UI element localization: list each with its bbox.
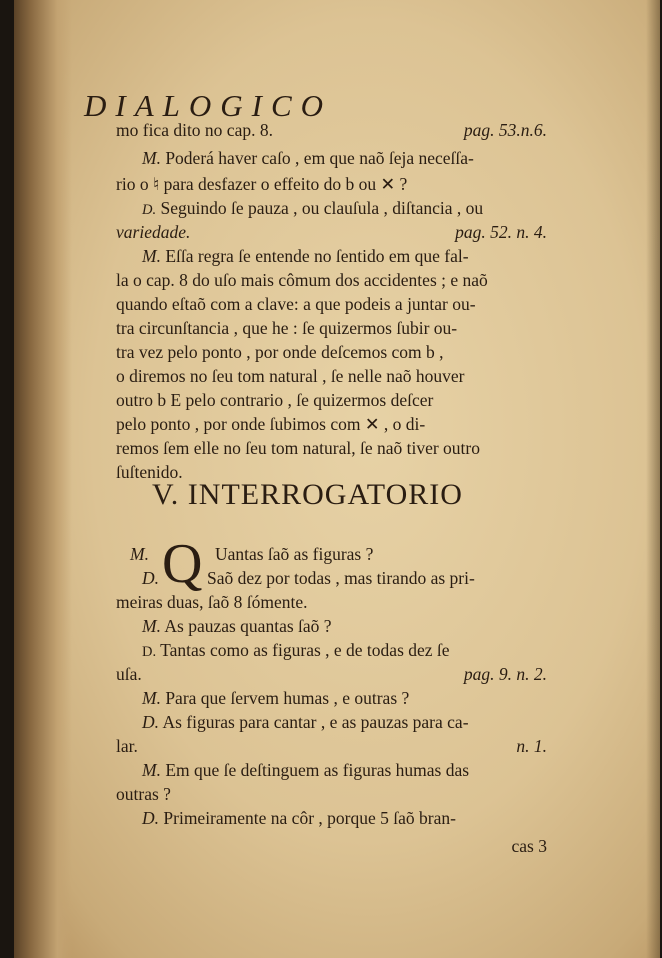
line-text: Tantas como as figuras , e de todas dez ſe — [160, 640, 450, 660]
text-line: rio o ♮ para desfazer o effeito do b ou ✕ ? — [116, 174, 408, 194]
text-line — [116, 220, 547, 244]
text-line — [116, 244, 573, 268]
page-reference: pag. 52. n. 4. — [455, 222, 547, 242]
page-edge-shadow — [646, 0, 660, 958]
text-line — [116, 196, 573, 222]
drop-cap: Q — [162, 533, 203, 595]
speaker-label: M. — [142, 246, 161, 266]
page-gutter-shadow — [14, 0, 72, 958]
text-line — [116, 710, 573, 734]
text-line — [116, 118, 547, 142]
speaker-label: M. — [142, 616, 161, 636]
speaker-label: M. — [142, 148, 161, 168]
line-text: Primeiramente na côr , porque 5 ſaõ bran- — [163, 808, 456, 828]
text-line — [116, 638, 573, 664]
text-line — [116, 662, 547, 686]
text-line — [116, 686, 573, 710]
text-line: tra circunſtancia , que he : ſe quizermos ſubir ou- — [116, 318, 458, 338]
text-line: la o cap. 8 do uſo mais cômum dos accidentes ; e naõ — [116, 270, 488, 290]
text-line: o diremos no ſeu tom natural , ſe nelle naõ houver — [116, 366, 465, 386]
line-text: Para que ſervem humas , e outras ? — [165, 688, 410, 708]
text-line: quando eſtaõ com a clave: a que podeis a juntar ou- — [116, 294, 476, 314]
text-line — [116, 614, 573, 638]
text-line — [116, 758, 573, 782]
page-reference: n. 1. — [516, 736, 547, 756]
speaker-label: D. — [142, 712, 160, 732]
line-text: As figuras para cantar , e as pauzas para ca- — [162, 712, 469, 732]
page-reference: pag. 53.n.6. — [463, 120, 547, 140]
line-text: Poderá haver caſo , em que naõ ſeja neceſſa- — [165, 148, 474, 168]
speaker-label: M. — [130, 544, 149, 564]
text-line: pelo ponto , por onde ſubimos com ✕ , o di- — [116, 414, 426, 434]
line-text: Em que ſe deſtinguem as figuras humas das — [165, 760, 470, 780]
line-text: variedade. — [116, 222, 191, 242]
speaker-label: D. — [142, 644, 157, 660]
text-line: outras ? — [116, 784, 171, 804]
page-reference: pag. 9. n. 2. — [463, 664, 547, 684]
line-text: As pauzas quantas ſaõ ? — [164, 616, 332, 636]
text-line: ſuſtenido. — [116, 462, 183, 482]
speaker-label: D. — [142, 568, 160, 588]
catchword: cas 3 — [511, 836, 547, 856]
section-title: V. INTERROGATORIO — [152, 478, 463, 511]
text-line — [116, 146, 573, 170]
text-line — [116, 806, 573, 830]
speaker-label: D. — [142, 808, 160, 828]
text-line: outro b E pelo contrario , ſe quizermos deſcer — [116, 390, 434, 410]
text-line: remos ſem elle no ſeu tom natural, ſe naõ tiver outro — [116, 438, 480, 458]
speaker-label: D. — [142, 202, 157, 218]
line-text: Uantas ſaõ as figuras ? — [214, 544, 374, 564]
speaker-label: M. — [142, 688, 161, 708]
running-head: DIALOGICO — [84, 88, 333, 123]
line-text: Saõ dez por todas , mas tirando as pri- — [207, 568, 475, 588]
speaker-label: M. — [142, 760, 161, 780]
line-text: lar. — [116, 736, 138, 756]
line-text: uſa. — [116, 664, 142, 684]
line-text: Seguindo ſe pauza , ou clauſula , diſtancia , ou — [160, 198, 484, 218]
line-text: Eſſa regra ſe entende no ſentido em que fal- — [165, 246, 469, 266]
book-page — [14, 0, 660, 958]
text-line — [116, 734, 547, 758]
text-line: meiras duas, ſaõ 8 ſómente. — [116, 592, 308, 612]
line-text: mo fica dito no cap. 8. — [116, 120, 273, 140]
text-line: tra vez pelo ponto , por onde deſcemos com b , — [116, 342, 444, 362]
